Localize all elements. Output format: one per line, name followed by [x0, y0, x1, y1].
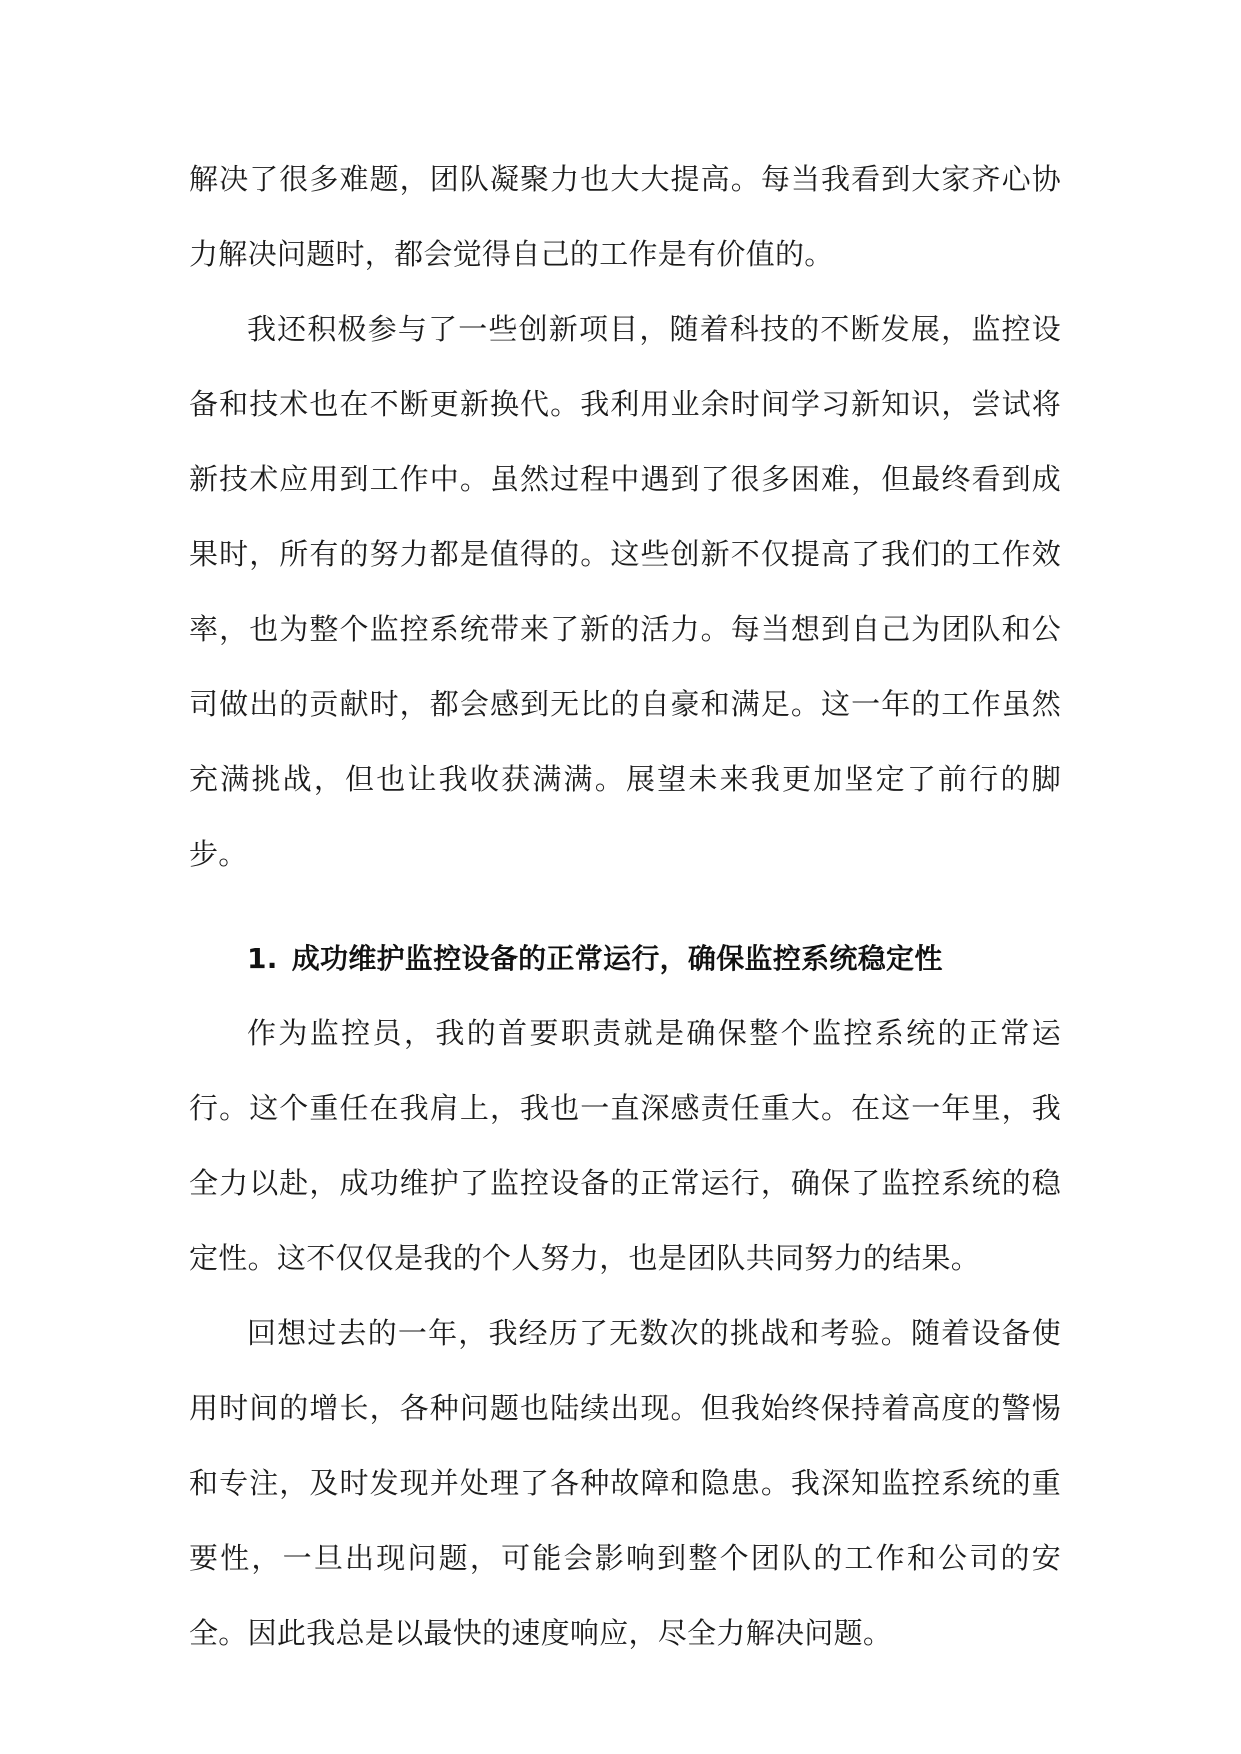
- paragraph-review: 回想过去的一年，我经历了无数次的挑战和考验。随着设备使用时间的增长，各种问题也陆续出现。但我始终保持着高度的警惕和专注，及时发现并处理了各种故障和隐患。我深知监控系统的重要性，一旦出现问题，可能会影响到整个团队的工作和公司的安全。因此我总是以最快的速度响应，尽全力解决问题。: [189, 1316, 1061, 1650]
- document-body: [189, 142, 1061, 1671]
- section-title: 成功维护监控设备的正常运行，确保监控系统稳定性: [291, 942, 943, 975]
- paragraph-continuation: 解决了很多难题，团队凝聚力也大大提高。每当我看到大家齐心协力解决问题时，都会觉得自己的工作是有价值的。: [189, 162, 1061, 271]
- section-number: 1.: [247, 942, 278, 975]
- paragraph-responsibility: 作为监控员，我的首要职责就是确保整个监控系统的正常运行。这个重任在我肩上，我也一直深感责任重大。在这一年里，我全力以赴，成功维护了监控设备的正常运行，确保了监控系统的稳定性。这不仅仅是我的个人努力，也是团队共同努力的结果。: [189, 1016, 1061, 1275]
- paragraph-innovation: 我还积极参与了一些创新项目，随着科技的不断发展，监控设备和技术也在不断更新换代。我利用业余时间学习新知识，尝试将新技术应用到工作中。虽然过程中遇到了很多困难，但最终看到成果时，所有的努力都是值得的。这些创新不仅提高了我们的工作效率，也为整个监控系统带来了新的活力。每当想到自己为团队和公司做出的贡献时，都会感到无比的自豪和满足。这一年的工作虽然充满挑战，但也让我收获满满。展望未来我更加坚定了前行的脚步。: [189, 312, 1061, 871]
- section-heading: [189, 921, 1061, 996]
